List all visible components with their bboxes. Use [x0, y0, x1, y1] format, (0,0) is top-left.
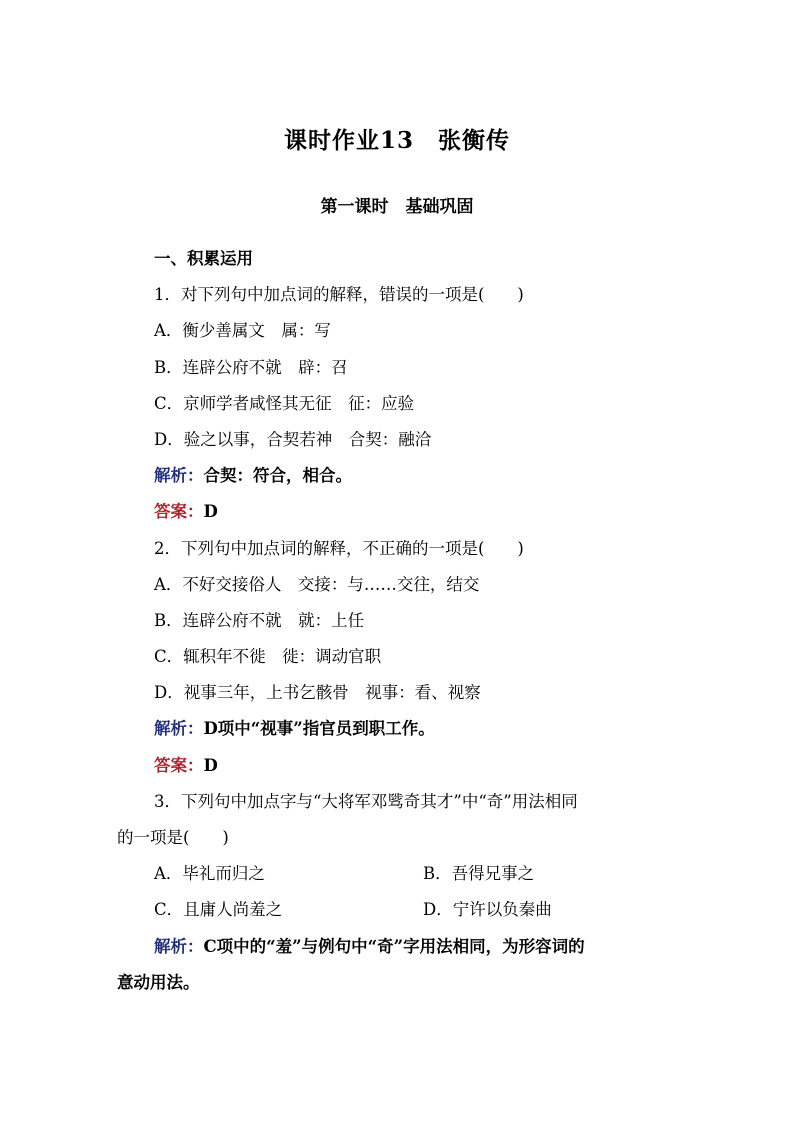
- question-1-option-b: B．连辟公府不就 辟：召: [154, 357, 348, 377]
- question-1-analysis: 解析：合契：符合，相合。: [154, 466, 352, 486]
- question-1-option-d: D．验之以事，合契若神 合契：融洽: [154, 429, 432, 449]
- question-1-option-a: A．衡少善属文 属：写: [154, 321, 331, 341]
- question-3-option-d: D．宁许以负秦曲: [423, 900, 552, 920]
- analysis-label: 解析: [154, 936, 187, 956]
- document-body: [117, 241, 682, 1001]
- question-3-analysis: 解析：C项中的“羞”与例句中“奇”字用法相同，为形容词的: [154, 936, 585, 956]
- question-3-options-ab: [117, 856, 682, 892]
- question-2-option-a: A．不好交接俗人 交接：与……交往，结交: [154, 574, 480, 594]
- answer-label: 答案: [154, 502, 187, 522]
- question-1-answer: 答案：D: [154, 502, 218, 522]
- analysis-label: 解析: [154, 466, 187, 486]
- question-3-option-a: A．毕礼而归之: [154, 864, 265, 884]
- question-3-analysis-cont: 意动用法。: [117, 972, 200, 992]
- question-2-option-c: C．辄积年不徙 徙：调动官职: [154, 647, 382, 667]
- question-1-stem: 1．对下列句中加点词的解释，错误的一项是( ): [154, 285, 524, 305]
- question-3-option-b: B．吾得兄事之: [423, 864, 535, 884]
- section-heading: 一、积累运用: [154, 249, 253, 268]
- question-2-option-d: D．视事三年，上书乞骸骨 视事：看、视察: [154, 683, 481, 703]
- page-subtitle: 第一课时 基础巩固: [320, 197, 474, 217]
- question-3-options-cd: [117, 892, 682, 928]
- question-1-option-c: C．京师学者咸怪其无征 征：应验: [154, 393, 415, 413]
- question-2-analysis: 解析：D项中“视事”指官员到职工作。: [154, 719, 435, 739]
- question-3-stem: 3．下列句中加点字与“大将军邓骘奇其才”中“奇”用法相同: [154, 791, 578, 811]
- question-3-stem-cont: 的一项是( ): [117, 828, 229, 847]
- analysis-label: 解析: [154, 719, 187, 739]
- answer-label: 答案: [154, 755, 187, 775]
- question-3-option-c: C．且庸人尚羞之: [154, 900, 283, 920]
- page-title: 课时作业13 张衡传: [283, 127, 510, 154]
- question-2-option-b: B．连辟公府不就 就：上任: [154, 610, 365, 630]
- question-2-stem: 2．下列句中加点词的解释，不正确的一项是( ): [154, 538, 524, 558]
- question-2-answer: 答案：D: [154, 755, 218, 775]
